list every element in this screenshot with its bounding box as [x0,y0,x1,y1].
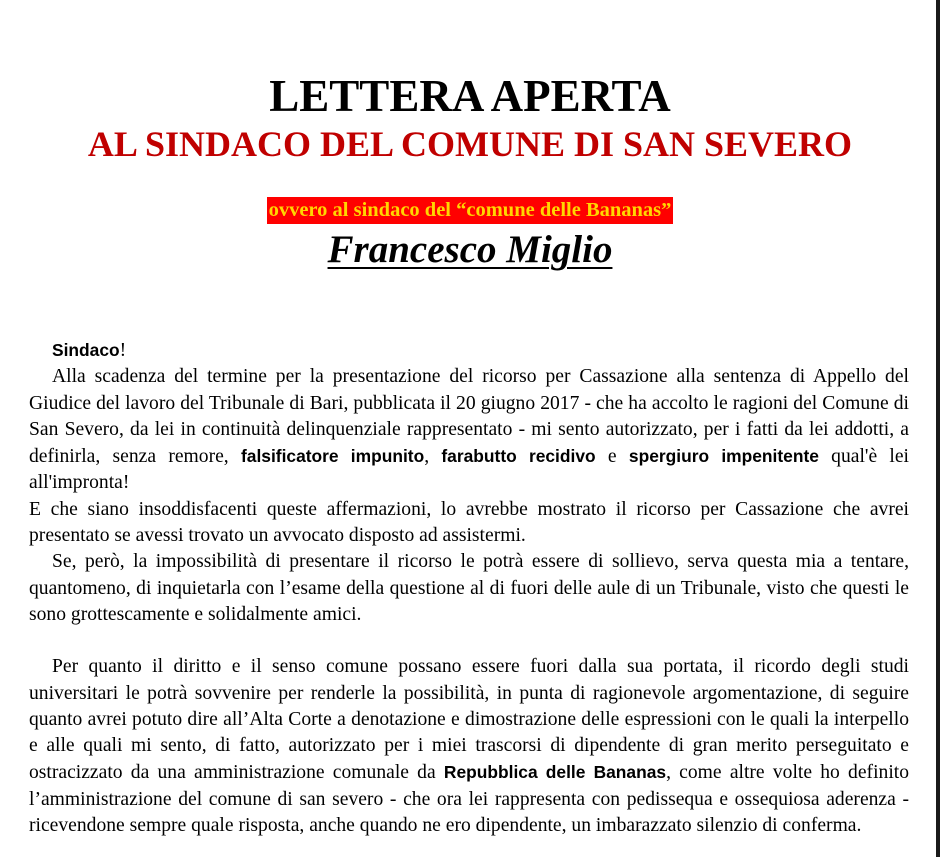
highlighted-banner: ovvero al sindaco del “comune delle Bananas” [267,197,674,224]
paragraph-1-text-4: qual'è lei all'impronta! [29,446,909,494]
salutation [29,337,909,364]
bold-phrase-spergiuro: spergiuro impenitente [628,446,819,467]
paragraph-1-text-3: e [595,446,629,468]
paragraph-4-text-2: , come altre volte ho definito l’amministrazione del comune di san severo - che ora lei rappresenta con pedissequa e ossequiosa aderenza - ricevendone sempre quale risposta, anche quando ne ero dipendente, un imbarazzato silenzio di conferma. [29,762,910,837]
paragraph-2: E che siano insoddisfacenti queste affermazioni, lo avrebbe mostrato il ricorso per Cassazione che avrei presentato se avessi trovato un avvocato disposto ad assistermi. [29,498,909,547]
author-name: Francesco Miglio [327,228,613,271]
paragraph-4-text-1: Per quanto il diritto e il senso comune possano essere fuori dalla sua portata, il ricordo degli studi universitari le potrà sovvenire per renderle la possibilità, in punta di ragionevole argomentazione, di seguire quanto avrei potuto dire all’Alta Corte a denotazione e dimostrazione delle espressioni con le quali la interpello e alle quali mi sento, di fatto, autorizzato per i miei trascorsi di dipendente di gran merito perseguitato e ostracizzato da una amministrazione comunale da [29,656,909,784]
bold-phrase-falsificatore: falsificatore impunito [240,446,425,467]
letter-subtitle: AL SINDACO DEL COMUNE DI SAN SEVERO [87,124,853,164]
banner-container [0,197,940,224]
bold-phrase-farabutto: farabutto recidivo [441,446,596,467]
paragraph-1-text-2: , [424,446,442,468]
paragraph-3: Se, però, la impossibilità di presentare il ricorso le potrà essere di sollievo, serva questa mia a tentare, quantomeno, di inquietarla con l’esame della questione al di fuori delle aule di un Tribunale, visto che questi le sono grottescamente e solidalmente amici. [29,551,909,625]
paragraph-1-text-1: Alla scadenza del termine per la presentazione del ricorso per Cassazione alla sentenza di Appello del Giudice del lavoro del Tribunale di Bari, pubblicata il 20 giugno 2017 - che ha accolto le ragioni del Comune di San Severo, da lei in continuità delinquenziale rappresentato - mi sento autorizzato, per i fatti da lei addotti, a definirla, senza remore, [29,366,909,468]
letter-title: LETTERA APERTA [269,71,671,121]
letter-body [29,337,909,839]
bold-phrase-repubblica: Repubblica delle Bananas [443,762,667,783]
paragraph-1 [29,364,909,496]
salutation-punctuation: ! [119,340,127,361]
paragraph-4 [29,654,909,839]
salutation-word: Sindaco [52,340,120,360]
